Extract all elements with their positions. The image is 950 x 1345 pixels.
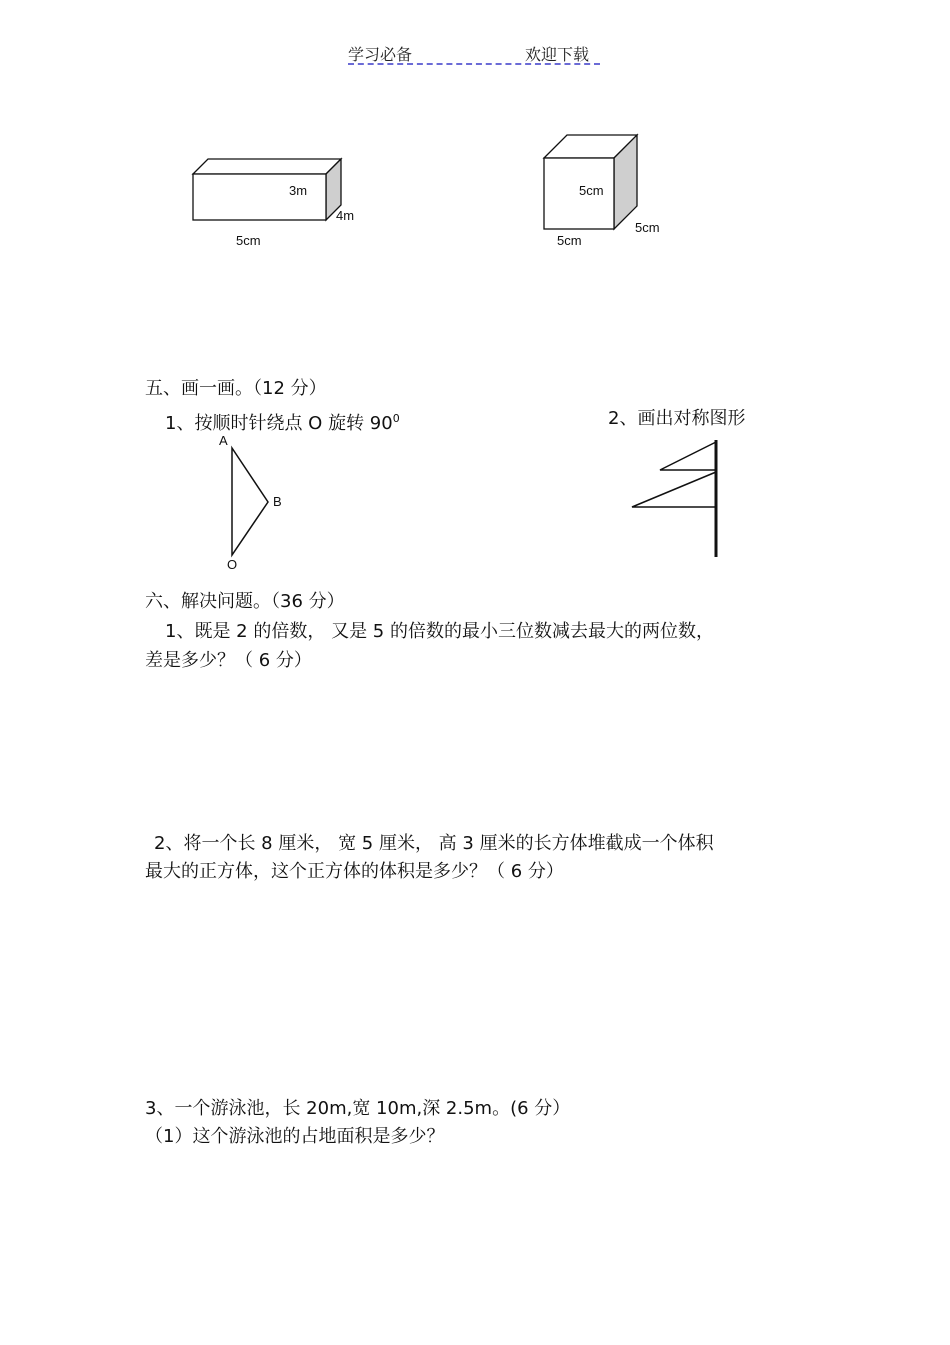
degree-superscript: 0 (392, 412, 400, 425)
rectangular-prism-figure (193, 159, 341, 220)
point-a-label: A (219, 433, 228, 448)
section5-q1 (165, 406, 400, 437)
section6-q2-line1: 2、将一个长 8 厘米， 宽 5 厘米， 高 3 厘米的长方体堆截成一个体积 (154, 833, 714, 854)
point-o-label: O (227, 557, 238, 572)
section6-title: 六、解决问题。（36 分） (145, 591, 345, 612)
section5-q2: 2、画出对称图形 (608, 408, 746, 429)
section5-q1-text: 1、按顺时针绕点 O 旋转 90 (165, 413, 393, 434)
section6-q1-line2: 差是多少？（ 6 分） (145, 650, 312, 671)
section5-title: 五、画一画。（12 分） (145, 378, 327, 399)
cube-figure (544, 135, 637, 229)
box-height-label: 3m (289, 183, 308, 198)
cube-height-label: 5cm (579, 183, 604, 198)
symmetry-figure (632, 440, 716, 557)
triangle-figure (232, 448, 268, 555)
point-b-label: B (273, 494, 282, 509)
box-depth-label: 4m (336, 208, 355, 223)
cube-depth-label: 5cm (635, 220, 660, 235)
section6-q1-line1: 1、既是 2 的倍数， 又是 5 的倍数的最小三位数减去最大的两位数， (165, 621, 714, 642)
header-left: 学习必备 (348, 45, 413, 64)
section6-q2-line2: 最大的正方体，这个正方体的体积是多少？（ 6 分） (145, 861, 564, 882)
cube-length-label: 5cm (557, 233, 582, 248)
header-right: 欢迎下载 (525, 45, 590, 64)
section6-q3-sub1: （1）这个游泳池的占地面积是多少？ (145, 1126, 445, 1147)
box-length-label: 5cm (236, 233, 261, 248)
section6-q3-line1: 3、一个游泳池，长 20m,宽 10m,深 2.5m。(6 分） (145, 1098, 571, 1119)
